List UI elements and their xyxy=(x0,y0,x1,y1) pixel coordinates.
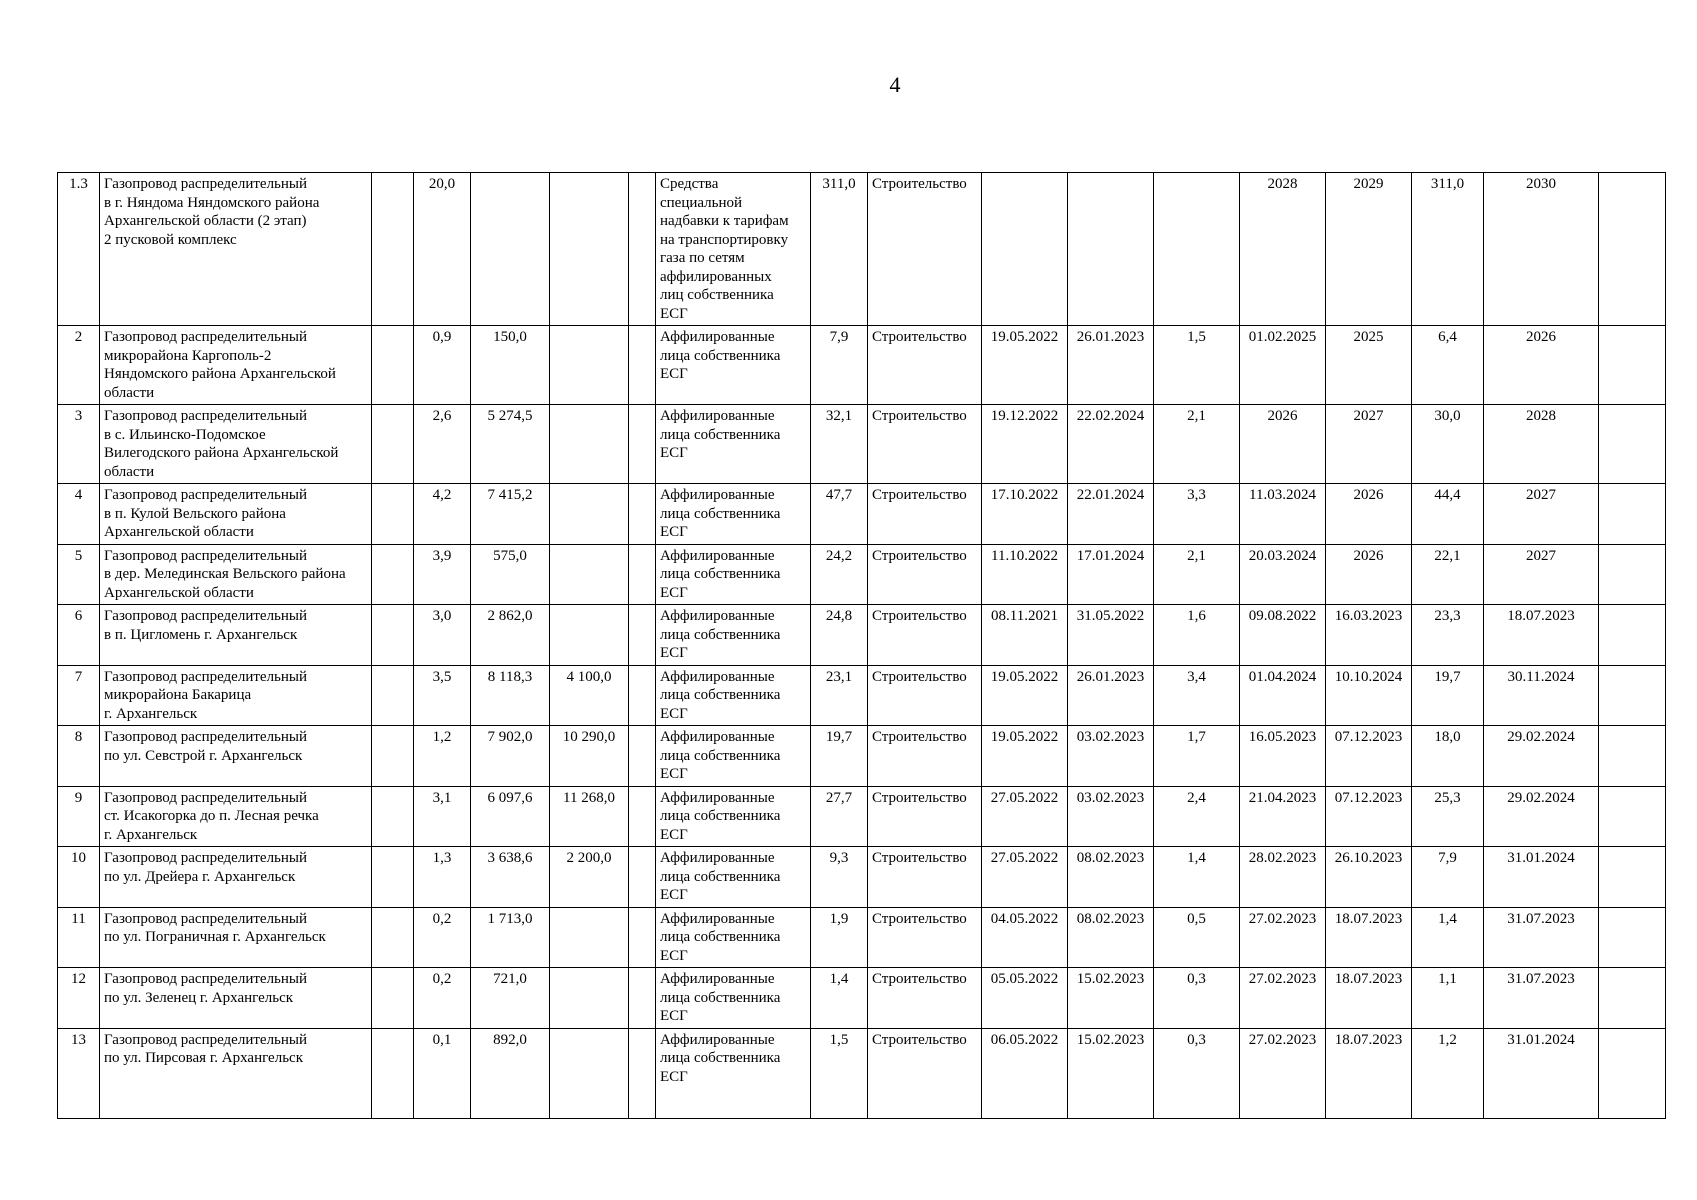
row-number: 4 xyxy=(58,484,100,545)
capacity-value: 1 713,0 xyxy=(471,907,550,968)
cost-value: 23,1 xyxy=(811,665,868,726)
work-type: Строительство xyxy=(868,405,982,484)
build-value: 22,1 xyxy=(1412,544,1484,605)
empty-cell xyxy=(372,326,414,405)
capacity-value: 8 118,3 xyxy=(471,665,550,726)
date-end: 03.02.2023 xyxy=(1068,726,1154,787)
capacity-value: 5 274,5 xyxy=(471,405,550,484)
date-build-end: 16.03.2023 xyxy=(1326,605,1412,666)
date-build-start: 01.02.2025 xyxy=(1240,326,1326,405)
extra-value xyxy=(550,605,629,666)
table-row xyxy=(58,907,1666,968)
date-build-start: 21.04.2023 xyxy=(1240,786,1326,847)
extra-value xyxy=(550,484,629,545)
capacity-value: 7 902,0 xyxy=(471,726,550,787)
row-number: 9 xyxy=(58,786,100,847)
empty-cell xyxy=(372,484,414,545)
date-build-start: 28.02.2023 xyxy=(1240,847,1326,908)
commission-date: 31.07.2023 xyxy=(1484,907,1599,968)
row-number: 6 xyxy=(58,605,100,666)
date-end: 26.01.2023 xyxy=(1068,326,1154,405)
cost-value: 311,0 xyxy=(811,173,868,326)
date-end xyxy=(1068,173,1154,326)
date-end: 17.01.2024 xyxy=(1068,544,1154,605)
date-start: 11.10.2022 xyxy=(982,544,1068,605)
build-value: 1,1 xyxy=(1412,968,1484,1029)
date-build-end: 18.07.2023 xyxy=(1326,968,1412,1029)
work-type: Строительство xyxy=(868,326,982,405)
capacity-value: 721,0 xyxy=(471,968,550,1029)
row-number: 5 xyxy=(58,544,100,605)
empty-cell xyxy=(629,665,656,726)
extra-value: 4 100,0 xyxy=(550,665,629,726)
funding-source: Аффилированные лица собственника ЕСГ xyxy=(656,326,811,405)
build-value: 19,7 xyxy=(1412,665,1484,726)
object-name: Газопровод распределительный по ул. Дрейера г. Архангельск xyxy=(100,847,372,908)
date-start: 19.12.2022 xyxy=(982,405,1068,484)
empty-cell xyxy=(372,405,414,484)
date-build-start: 16.05.2023 xyxy=(1240,726,1326,787)
empty-cell xyxy=(372,847,414,908)
build-value: 6,4 xyxy=(1412,326,1484,405)
funding-source: Аффилированные лица собственника ЕСГ xyxy=(656,968,811,1029)
commission-date: 30.11.2024 xyxy=(1484,665,1599,726)
projects-table xyxy=(57,172,1666,1119)
row-number: 7 xyxy=(58,665,100,726)
extra-value xyxy=(550,907,629,968)
length-value: 2,6 xyxy=(414,405,471,484)
table-row xyxy=(58,968,1666,1029)
date-build-start: 11.03.2024 xyxy=(1240,484,1326,545)
table-row xyxy=(58,1028,1666,1118)
cost-value: 1,5 xyxy=(811,1028,868,1118)
work-type: Строительство xyxy=(868,907,982,968)
date-end: 22.01.2024 xyxy=(1068,484,1154,545)
date-start xyxy=(982,173,1068,326)
stage-value: 3,4 xyxy=(1154,665,1240,726)
row-number: 10 xyxy=(58,847,100,908)
date-build-start: 2026 xyxy=(1240,405,1326,484)
extra-value xyxy=(550,405,629,484)
stage-value: 1,5 xyxy=(1154,326,1240,405)
work-type: Строительство xyxy=(868,726,982,787)
empty-cell xyxy=(372,786,414,847)
empty-cell xyxy=(1599,605,1666,666)
extra-value: 11 268,0 xyxy=(550,786,629,847)
work-type: Строительство xyxy=(868,544,982,605)
object-name: Газопровод распределительный по ул. Пирсовая г. Архангельск xyxy=(100,1028,372,1118)
date-end: 22.02.2024 xyxy=(1068,405,1154,484)
length-value: 3,9 xyxy=(414,544,471,605)
table-row xyxy=(58,173,1666,326)
length-value: 3,5 xyxy=(414,665,471,726)
stage-value: 0,3 xyxy=(1154,968,1240,1029)
build-value: 44,4 xyxy=(1412,484,1484,545)
capacity-value: 575,0 xyxy=(471,544,550,605)
extra-value xyxy=(550,544,629,605)
empty-cell xyxy=(372,544,414,605)
empty-cell xyxy=(372,665,414,726)
object-name: Газопровод распределительный по ул. Зеленец г. Архангельск xyxy=(100,968,372,1029)
capacity-value: 892,0 xyxy=(471,1028,550,1118)
extra-value: 10 290,0 xyxy=(550,726,629,787)
build-value: 30,0 xyxy=(1412,405,1484,484)
object-name: Газопровод распределительный микрорайона Бакарица г. Архангельск xyxy=(100,665,372,726)
empty-cell xyxy=(629,786,656,847)
cost-value: 24,8 xyxy=(811,605,868,666)
row-number: 12 xyxy=(58,968,100,1029)
commission-date: 2026 xyxy=(1484,326,1599,405)
table-row xyxy=(58,847,1666,908)
empty-cell xyxy=(1599,484,1666,545)
date-build-end: 2026 xyxy=(1326,544,1412,605)
cost-value: 9,3 xyxy=(811,847,868,908)
build-value: 311,0 xyxy=(1412,173,1484,326)
date-start: 04.05.2022 xyxy=(982,907,1068,968)
stage-value: 0,3 xyxy=(1154,1028,1240,1118)
length-value: 1,3 xyxy=(414,847,471,908)
work-type: Строительство xyxy=(868,605,982,666)
extra-value xyxy=(550,173,629,326)
cost-value: 7,9 xyxy=(811,326,868,405)
empty-cell xyxy=(629,726,656,787)
table-row xyxy=(58,405,1666,484)
length-value: 0,2 xyxy=(414,907,471,968)
funding-source: Аффилированные лица собственника ЕСГ xyxy=(656,605,811,666)
date-build-start: 2028 xyxy=(1240,173,1326,326)
stage-value: 1,6 xyxy=(1154,605,1240,666)
stage-value: 3,3 xyxy=(1154,484,1240,545)
commission-date: 31.01.2024 xyxy=(1484,847,1599,908)
funding-source: Аффилированные лица собственника ЕСГ xyxy=(656,786,811,847)
table-row xyxy=(58,665,1666,726)
length-value: 0,9 xyxy=(414,326,471,405)
object-name: Газопровод распределительный ст. Исакогорка до п. Лесная речка г. Архангельск xyxy=(100,786,372,847)
empty-cell xyxy=(1599,173,1666,326)
cost-value: 24,2 xyxy=(811,544,868,605)
extra-value xyxy=(550,968,629,1029)
date-build-end: 07.12.2023 xyxy=(1326,786,1412,847)
table-row xyxy=(58,544,1666,605)
object-name: Газопровод распределительный по ул. Пограничная г. Архангельск xyxy=(100,907,372,968)
work-type: Строительство xyxy=(868,1028,982,1118)
commission-date: 18.07.2023 xyxy=(1484,605,1599,666)
date-start: 08.11.2021 xyxy=(982,605,1068,666)
date-start: 19.05.2022 xyxy=(982,726,1068,787)
row-number: 2 xyxy=(58,326,100,405)
object-name: Газопровод распределительный в дер. Мелединская Вельского района Архангельской области xyxy=(100,544,372,605)
date-build-end: 07.12.2023 xyxy=(1326,726,1412,787)
date-build-end: 18.07.2023 xyxy=(1326,907,1412,968)
cost-value: 47,7 xyxy=(811,484,868,545)
funding-source: Аффилированные лица собственника ЕСГ xyxy=(656,847,811,908)
funding-source: Аффилированные лица собственника ЕСГ xyxy=(656,665,811,726)
object-name: Газопровод распределительный микрорайона Каргополь-2 Няндомского района Архангельской области xyxy=(100,326,372,405)
empty-cell xyxy=(1599,968,1666,1029)
empty-cell xyxy=(629,326,656,405)
build-value: 25,3 xyxy=(1412,786,1484,847)
commission-date: 29.02.2024 xyxy=(1484,786,1599,847)
table-row xyxy=(58,484,1666,545)
build-value: 1,4 xyxy=(1412,907,1484,968)
cost-value: 19,7 xyxy=(811,726,868,787)
object-name: Газопровод распределительный в п. Цигломень г. Архангельск xyxy=(100,605,372,666)
build-value: 18,0 xyxy=(1412,726,1484,787)
row-number: 8 xyxy=(58,726,100,787)
page-number: 4 xyxy=(889,72,901,97)
stage-value: 0,5 xyxy=(1154,907,1240,968)
commission-date: 2027 xyxy=(1484,484,1599,545)
date-end: 26.01.2023 xyxy=(1068,665,1154,726)
date-start: 17.10.2022 xyxy=(982,484,1068,545)
length-value: 1,2 xyxy=(414,726,471,787)
commission-date: 31.07.2023 xyxy=(1484,968,1599,1029)
commission-date: 29.02.2024 xyxy=(1484,726,1599,787)
table-row xyxy=(58,605,1666,666)
empty-cell xyxy=(1599,665,1666,726)
row-number: 11 xyxy=(58,907,100,968)
date-build-end: 2029 xyxy=(1326,173,1412,326)
empty-cell xyxy=(1599,544,1666,605)
empty-cell xyxy=(629,847,656,908)
date-end: 08.02.2023 xyxy=(1068,847,1154,908)
funding-source: Аффилированные лица собственника ЕСГ xyxy=(656,726,811,787)
extra-value: 2 200,0 xyxy=(550,847,629,908)
cost-value: 1,4 xyxy=(811,968,868,1029)
build-value: 7,9 xyxy=(1412,847,1484,908)
empty-cell xyxy=(372,726,414,787)
capacity-value: 3 638,6 xyxy=(471,847,550,908)
object-name: Газопровод распределительный в г. Няндома Няндомского района Архангельской области (2 этап) 2 пусковой комплекс xyxy=(100,173,372,326)
work-type: Строительство xyxy=(868,786,982,847)
date-build-end: 10.10.2024 xyxy=(1326,665,1412,726)
length-value: 20,0 xyxy=(414,173,471,326)
empty-cell xyxy=(1599,786,1666,847)
empty-cell xyxy=(629,968,656,1029)
work-type: Строительство xyxy=(868,173,982,326)
row-number: 13 xyxy=(58,1028,100,1118)
date-start: 27.05.2022 xyxy=(982,786,1068,847)
funding-source: Аффилированные лица собственника ЕСГ xyxy=(656,1028,811,1118)
funding-source: Аффилированные лица собственника ЕСГ xyxy=(656,484,811,545)
table-body xyxy=(58,173,1666,1119)
date-build-start: 09.08.2022 xyxy=(1240,605,1326,666)
empty-cell xyxy=(629,405,656,484)
date-build-start: 20.03.2024 xyxy=(1240,544,1326,605)
stage-value: 2,1 xyxy=(1154,405,1240,484)
work-type: Строительство xyxy=(868,847,982,908)
stage-value: 1,4 xyxy=(1154,847,1240,908)
empty-cell xyxy=(629,907,656,968)
work-type: Строительство xyxy=(868,968,982,1029)
object-name: Газопровод распределительный в п. Кулой Вельского района Архангельской области xyxy=(100,484,372,545)
funding-source: Аффилированные лица собственника ЕСГ xyxy=(656,405,811,484)
empty-cell xyxy=(629,484,656,545)
row-number: 3 xyxy=(58,405,100,484)
extra-value xyxy=(550,1028,629,1118)
capacity-value xyxy=(471,173,550,326)
capacity-value: 150,0 xyxy=(471,326,550,405)
date-end: 08.02.2023 xyxy=(1068,907,1154,968)
table-row xyxy=(58,786,1666,847)
date-build-end: 26.10.2023 xyxy=(1326,847,1412,908)
date-build-end: 18.07.2023 xyxy=(1326,1028,1412,1118)
empty-cell xyxy=(372,173,414,326)
empty-cell xyxy=(629,1028,656,1118)
date-build-end: 2027 xyxy=(1326,405,1412,484)
empty-cell xyxy=(372,907,414,968)
date-build-end: 2025 xyxy=(1326,326,1412,405)
empty-cell xyxy=(629,544,656,605)
length-value: 0,1 xyxy=(414,1028,471,1118)
cost-value: 27,7 xyxy=(811,786,868,847)
empty-cell xyxy=(1599,726,1666,787)
date-build-start: 27.02.2023 xyxy=(1240,1028,1326,1118)
funding-source: Средства специальной надбавки к тарифам на транспортировку газа по сетям аффилированных лиц собственника ЕСГ xyxy=(656,173,811,326)
extra-value xyxy=(550,326,629,405)
date-end: 15.02.2023 xyxy=(1068,1028,1154,1118)
stage-value xyxy=(1154,173,1240,326)
date-build-start: 01.04.2024 xyxy=(1240,665,1326,726)
date-start: 27.05.2022 xyxy=(982,847,1068,908)
capacity-value: 6 097,6 xyxy=(471,786,550,847)
empty-cell xyxy=(629,173,656,326)
date-start: 05.05.2022 xyxy=(982,968,1068,1029)
empty-cell xyxy=(1599,847,1666,908)
date-start: 19.05.2022 xyxy=(982,326,1068,405)
length-value: 3,1 xyxy=(414,786,471,847)
empty-cell xyxy=(1599,1028,1666,1118)
cost-value: 1,9 xyxy=(811,907,868,968)
table-row xyxy=(58,326,1666,405)
empty-cell xyxy=(372,968,414,1029)
date-build-start: 27.02.2023 xyxy=(1240,907,1326,968)
date-end: 03.02.2023 xyxy=(1068,786,1154,847)
length-value: 4,2 xyxy=(414,484,471,545)
empty-cell xyxy=(1599,907,1666,968)
build-value: 1,2 xyxy=(1412,1028,1484,1118)
date-build-end: 2026 xyxy=(1326,484,1412,545)
length-value: 0,2 xyxy=(414,968,471,1029)
stage-value: 1,7 xyxy=(1154,726,1240,787)
row-number: 1.3 xyxy=(58,173,100,326)
object-name: Газопровод распределительный по ул. Севстрой г. Архангельск xyxy=(100,726,372,787)
capacity-value: 7 415,2 xyxy=(471,484,550,545)
table-row xyxy=(58,726,1666,787)
commission-date: 2027 xyxy=(1484,544,1599,605)
length-value: 3,0 xyxy=(414,605,471,666)
empty-cell xyxy=(629,605,656,666)
empty-cell xyxy=(372,605,414,666)
date-end: 15.02.2023 xyxy=(1068,968,1154,1029)
commission-date: 2028 xyxy=(1484,405,1599,484)
commission-date: 2030 xyxy=(1484,173,1599,326)
work-type: Строительство xyxy=(868,665,982,726)
capacity-value: 2 862,0 xyxy=(471,605,550,666)
stage-value: 2,1 xyxy=(1154,544,1240,605)
cost-value: 32,1 xyxy=(811,405,868,484)
object-name: Газопровод распределительный в с. Ильинско-Подомское Вилегодского района Архангельской области xyxy=(100,405,372,484)
commission-date: 31.01.2024 xyxy=(1484,1028,1599,1118)
date-build-start: 27.02.2023 xyxy=(1240,968,1326,1029)
date-start: 19.05.2022 xyxy=(982,665,1068,726)
build-value: 23,3 xyxy=(1412,605,1484,666)
date-end: 31.05.2022 xyxy=(1068,605,1154,666)
funding-source: Аффилированные лица собственника ЕСГ xyxy=(656,907,811,968)
empty-cell xyxy=(1599,326,1666,405)
funding-source: Аффилированные лица собственника ЕСГ xyxy=(656,544,811,605)
date-start: 06.05.2022 xyxy=(982,1028,1068,1118)
empty-cell xyxy=(1599,405,1666,484)
stage-value: 2,4 xyxy=(1154,786,1240,847)
empty-cell xyxy=(372,1028,414,1118)
work-type: Строительство xyxy=(868,484,982,545)
